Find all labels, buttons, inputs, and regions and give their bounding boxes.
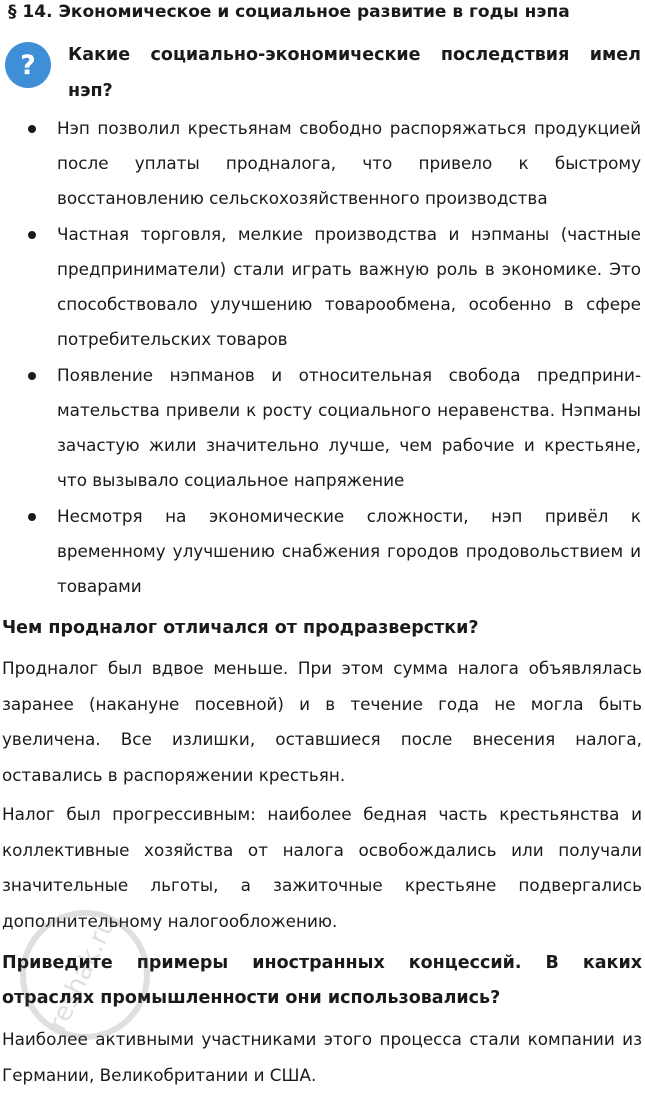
list-item-text: Частная торговля, мелкие производства и нэпманы (частные предприниматели) стали играть важную роль в экономике. Это способствовало улучшению товарообмена, особенно в сфере потребительских товаров <box>57 224 641 349</box>
answer-2-paragraph-1: Продналог был вдвое меньше. При этом сумма налога объявлялась заранее (накануне посевной) и в течение года не могла быть увеличена. Все излишки, оставшиеся после внесения налога, оставались в распоряжении крестьян. <box>2 658 642 785</box>
question-3: Приведите примеры иностранных концессий. В каких отраслях промышленности они использовались? <box>2 953 642 1008</box>
answer-3-paragraph-1: Наиболее активными участниками этого процесса стали компании из Германии, Великобритании и США. <box>2 1029 642 1085</box>
list-item <box>0 111 645 216</box>
list-item-text: Несмотря на экономические сложности, нэп привёл к временному улучшению снабжения городов продовольствием и товарами <box>57 506 641 596</box>
list-item-text: Нэп позволил крестьянам свободно распоряжаться продукцией после уплаты продналога, что привело к быстрому восстановлению сельскохозяйственного производства <box>57 118 641 208</box>
answer-2-paragraph-2: Налог был прогрессивным: наиболее бедная часть крестьянства и коллективные хозяйства от налога освобождались или получали значительные льготы, а зажиточные крестьяне подвергались дополнительному налогообложению. <box>2 804 642 931</box>
question-mark-glyph: ? <box>20 49 36 81</box>
bullet-dot <box>28 372 36 380</box>
answer-1-list <box>0 111 645 605</box>
list-item <box>0 217 645 357</box>
section-title: § 14. Экономическое и социальное развитие в годы нэпа <box>8 2 570 22</box>
list-item <box>0 499 645 604</box>
svg-text:reshak.ru: reshak.ru <box>42 911 122 1036</box>
question-2: Чем продналог отличался от продразверстки? <box>2 618 479 638</box>
bullet-dot <box>28 125 36 133</box>
question-1: Какие социально-экономические последствия имел нэп? <box>68 45 641 101</box>
bullet-dot <box>28 231 36 239</box>
bullet-dot <box>28 513 36 521</box>
question-mark-icon <box>5 42 51 88</box>
list-item <box>0 358 645 498</box>
list-item-text: Появление нэпманов и относительная свобода предпринимательства привели к росту социального неравенства. Нэпманы зачастую жили значительно лучше, чем рабочие и крестьяне, что вызывало социальное напряжение <box>57 365 641 490</box>
